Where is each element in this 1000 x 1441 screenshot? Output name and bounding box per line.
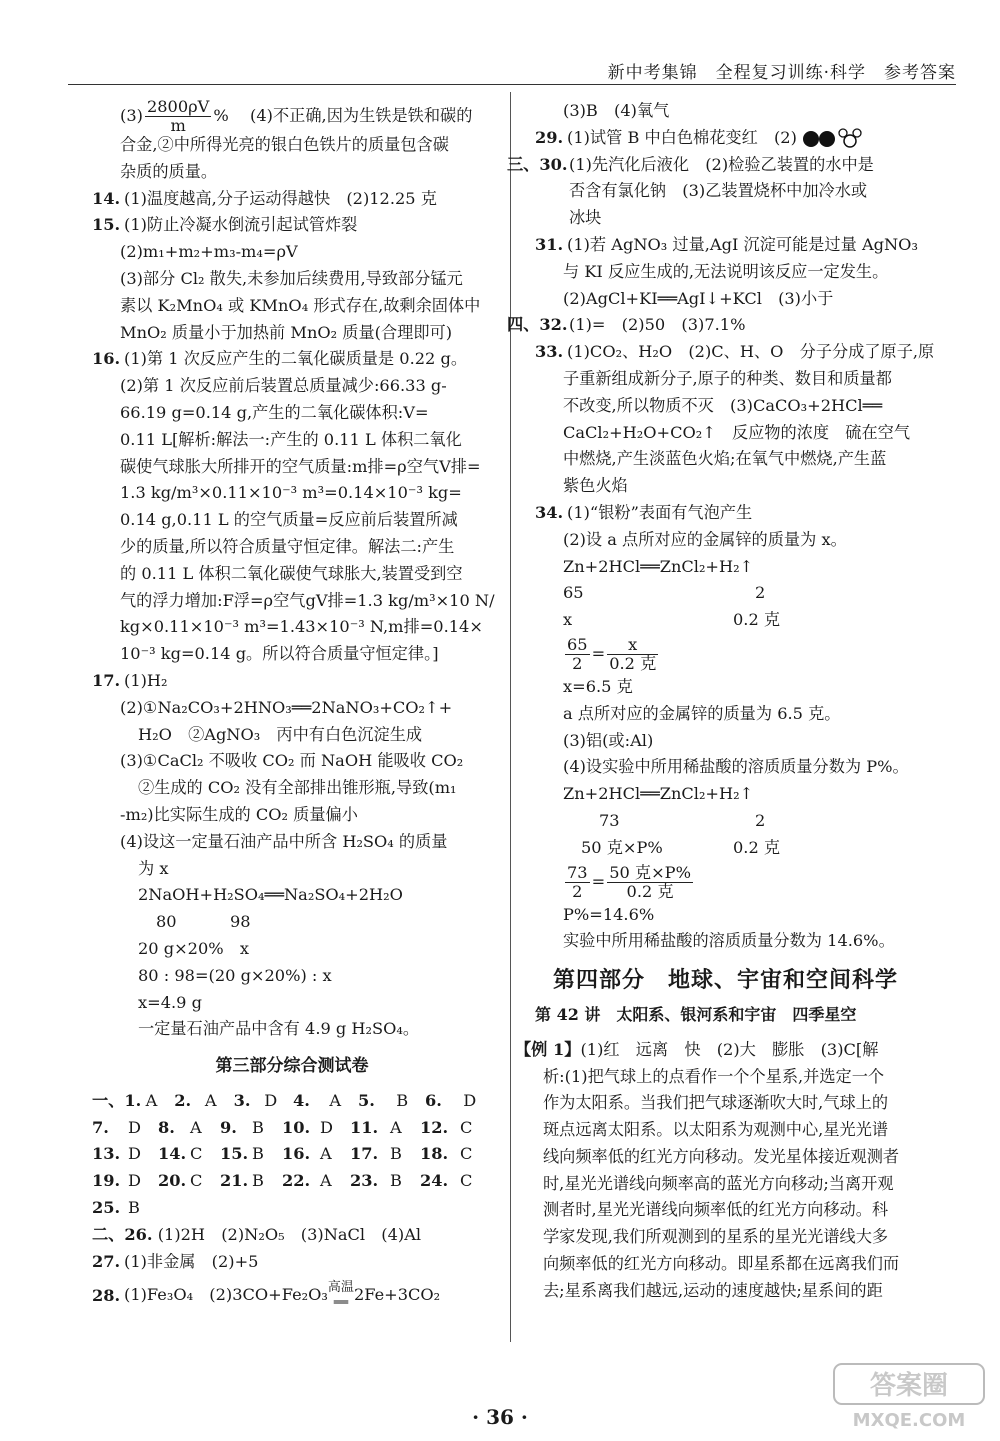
svg-text:答案圈: 答案圈 <box>869 1371 949 1401</box>
fraction: $\frac{2800\rho V}{m}$ <box>146 97 210 135</box>
mc-question-number <box>220 1195 252 1222</box>
answer-line: 子重新组成新分子,原子的种类、数目和质量都 <box>563 368 892 388</box>
mc-answer: B <box>390 1144 402 1164</box>
part-title: 第四部分 地球、宇宙和空间科学 <box>553 967 899 994</box>
answer-line: (2)设 a 点所对应的金属锌的质量为 x。 <box>563 529 847 549</box>
answer-line: kg×0.11×10⁻³ m³=1.43×10⁻³ N,m排=0.14× <box>120 617 483 637</box>
mc-answer <box>460 1195 490 1222</box>
answer-line: CaCl₂+H₂O+CO₂↑ 反应物的浓度 硫在空气 <box>563 422 911 442</box>
mc-question-number: 15. <box>220 1144 249 1164</box>
example-1: 【例 1】(1)红 远离 快 (2)大 膨胀 (3)C[解 <box>515 1039 879 1059</box>
left-column <box>92 97 495 1310</box>
question-26: 二、26. (1)2H (2)N₂O₅ (3)NaCl (4)Al <box>92 1224 422 1244</box>
answer-line: 气的浮力增加:F浮=ρ空气gV排=1.3 kg/m³×10 N/ <box>120 590 495 610</box>
mc-question-number: 一、1. <box>92 1090 142 1110</box>
answer-line: ②生成的 CO₂ 没有全部排出锥形瓶,导致(m₁ <box>138 778 457 798</box>
question-31: 31. (1)若 AgNO₃ 过量,AgI 沉淀可能是过量 AgNO₃ <box>535 234 918 254</box>
answer-line: MnO₂ 质量小于加热前 MnO₂ 质量(合理即可) <box>120 322 453 342</box>
mc-answer: A <box>190 1117 202 1137</box>
mc-answer: A <box>320 1144 332 1164</box>
answer-line: 80 : 98=(20 g×20%) : x <box>138 965 332 985</box>
answer-line: (2)AgCl+KI══AgI↓+KCl (3)小于 <box>563 288 834 308</box>
mc-answer: A <box>204 1090 217 1110</box>
mc-question-number: 12. <box>420 1117 449 1137</box>
answer-line: 紫色火焰 <box>563 476 628 496</box>
answer-line: (3)①CaCl₂ 不吸收 CO₂ 而 NaOH 能吸收 CO₂ <box>120 751 464 771</box>
explanation-line: 线向频率低的红光方向移动。发光星体接近观测者 <box>543 1146 900 1166</box>
fraction: $\frac{x}{\text{0.2 克}}$ <box>609 634 657 673</box>
proportion-line: $\frac{73}{2}$ = $\frac{\text{50 克×P\%}}{\text{0.2 克}}$ <box>567 862 691 901</box>
mc-question-number: 2. <box>174 1090 192 1110</box>
equation-line: 2NaOH+H₂SO₄══Na₂SO₄+2H₂O <box>138 885 403 905</box>
question-32: 四、32.(1)= (2)50 (3)7.1% <box>507 315 746 335</box>
question-28: 28. (1)Fe₃O₄ (2)3CO+Fe₂O₃ 高温 ══ 2Fe+3CO₂ <box>92 1280 441 1310</box>
mc-answer: C <box>460 1171 473 1191</box>
answer-line: 与 KI 反应生成的,无法说明该反应一定发生。 <box>563 261 889 281</box>
question-30: 三、30.(1)先汽化后液化 (2)检验乙装置的水中是 <box>507 154 874 174</box>
answer-line: 素以 K₂MnO₄ 或 KMnO₄ 形式存在,故剩余固体中 <box>120 295 481 315</box>
mc-answer: D <box>463 1090 477 1110</box>
explanation-line: 斑点远离太阳系。以太阳系为观测中心,星光光谱 <box>543 1120 889 1140</box>
mc-answer <box>190 1195 220 1222</box>
answer-line: (3)铝(或:Al) <box>563 730 654 750</box>
mc-answer: A <box>390 1117 402 1137</box>
equation-ratio-line: 73 2 <box>599 810 766 830</box>
equation-ratio-line: x 0.2 克 <box>563 610 781 630</box>
mc-answer <box>320 1195 350 1222</box>
mc-question-number: 7. <box>92 1117 109 1137</box>
mc-answer: B <box>396 1090 409 1110</box>
question-29: 29. (1)试管 B 中白色棉花变红 (2) <box>535 125 963 152</box>
lesson-title: 第 42 讲 太阳系、银河系和宇宙 四季星空 <box>535 1004 857 1024</box>
molecule-diagram-icon <box>802 127 882 149</box>
question-17: 17. (1)H₂ <box>92 670 168 690</box>
equation-ratio-line: 65 2 <box>563 583 766 603</box>
mc-question-number: 11. <box>350 1117 379 1137</box>
explanation-line: 析:(1)把气球上的点看作一个个星系,并选定一个 <box>543 1066 885 1086</box>
question-14: 14. (1)温度越高,分子运动得越快 (2)12.25 克 <box>92 188 437 208</box>
mc-question-number <box>282 1195 320 1222</box>
mc-question-number: 22. <box>282 1171 311 1191</box>
mc-answer: C <box>460 1117 473 1137</box>
answer-line: 否含有氯化钠 (3)乙装置烧杯中加冷水或 <box>569 181 868 201</box>
mc-question-number: 9. <box>220 1117 237 1137</box>
answer-line: (2)第 1 次反应前后装置总质量减少:66.33 g- <box>120 376 447 396</box>
answer-line: (2)m₁+m₂+m₃-m₄=ρV <box>120 242 298 262</box>
mc-answer: D <box>264 1090 278 1110</box>
mc-answer <box>252 1195 282 1222</box>
mc-answer: D <box>320 1117 333 1137</box>
column-divider <box>510 92 511 1342</box>
explanation-line: 测者时,星光光谱线向频率低的红光方向移动。科 <box>543 1200 889 1220</box>
explanation-line: 向频率低的红光方向移动。即星系都在远离我们而 <box>543 1254 900 1274</box>
mc-answer: D <box>128 1171 141 1191</box>
answer-line: a 点所对应的金属锌的质量为 6.5 克。 <box>563 703 841 723</box>
equation-line: Zn+2HCl══ZnCl₂+H₂↑ <box>563 784 754 804</box>
question-34: 34. (1)“银粉”表面有气泡产生 <box>535 502 753 522</box>
mc-question-number: 13. <box>92 1144 121 1164</box>
mc-question-number: 21. <box>220 1171 249 1191</box>
fraction: $\frac{65}{2}$ <box>567 634 588 673</box>
mc-row <box>92 1168 492 1195</box>
answer-line: 中燃烧,产生淡蓝色火焰;在氧气中燃烧,产生蓝 <box>563 449 887 469</box>
mc-question-number: 10. <box>282 1117 311 1137</box>
proportion-line: $\frac{65}{2}$ = $\frac{x}{\text{0.2 克}}$ <box>567 634 657 673</box>
right-column <box>507 98 963 1305</box>
mc-question-number: 23. <box>350 1171 379 1191</box>
answer-line: 的 0.11 L 体积二氧化碳使气球胀大,装置受到空 <box>120 563 463 583</box>
mc-answer: C <box>460 1144 473 1164</box>
mc-question-number: 18. <box>420 1144 449 1164</box>
answer-line: -m₂)比实际生成的 CO₂ 质量偏小 <box>120 804 358 824</box>
mc-question-number <box>158 1195 190 1222</box>
answer-line: P%=14.6% <box>563 904 655 924</box>
mc-question-number: 16. <box>282 1144 311 1164</box>
mc-row <box>92 1195 492 1222</box>
mc-question-number: 20. <box>158 1171 187 1191</box>
equation-ratio-line: 50 克×P% 0.2 克 <box>581 837 781 857</box>
answer-line: H₂O ②AgNO₃ 丙中有白色沉淀生成 <box>138 724 423 744</box>
answer-line: (3) $\frac{2800\rho V}{m}$ % (4)不正确,因为生铁是铁和碳的 <box>120 97 473 135</box>
explanation-line: 去;星系离我们越远,运动的速度越快;星系间的距 <box>543 1280 883 1300</box>
answer-line: 0.11 L[解析:解法一:产生的 0.11 L 体积二氧化 <box>120 429 462 449</box>
mc-row <box>92 1141 492 1168</box>
explanation-line: 作为太阳系。当我们把气球逐渐吹大时,气球上的 <box>543 1093 889 1113</box>
mc-answer: B <box>252 1117 264 1137</box>
question-33: 33. (1)CO₂、H₂O (2)C、H、O 分子分成了原子,原 <box>535 342 935 362</box>
answer-line: (3)B (4)氧气 <box>563 101 670 120</box>
mc-answer: C <box>190 1144 203 1164</box>
answer-line: 为 x <box>138 858 169 878</box>
section-title: 第三部分综合测试卷 <box>215 1056 369 1077</box>
mc-answer: D <box>128 1144 141 1164</box>
mc-question-number: 5. <box>358 1090 375 1110</box>
fraction: $\frac{\text{50 克×P\%}}{\text{0.2 克}}$ <box>609 862 691 901</box>
answer-line: 实验中所用稀盐酸的溶质质量分数为 14.6%。 <box>563 931 895 951</box>
mc-answer: C <box>190 1171 203 1191</box>
question-16: 16. (1)第 1 次反应产生的二氧化碳质量是 0.22 g。 <box>92 349 468 369</box>
answer-line: 20 g×20% x <box>138 938 249 958</box>
explanation-line: 时,星光光谱线向频率高的蓝光方向移动;当离开观 <box>543 1173 894 1193</box>
page-header: 新中考集锦 全程复习训练·科学 参考答案 <box>68 58 956 85</box>
mc-answer: B <box>128 1198 140 1218</box>
mc-answer: D <box>128 1117 141 1137</box>
mc-answer: B <box>252 1144 264 1164</box>
answer-line: 不改变,所以物质不灭 (3)CaCO₃+2HCl══ <box>563 395 883 415</box>
mc-row <box>92 1115 492 1142</box>
answer-line: 杂质的质量。 <box>120 161 218 181</box>
answer-line: 碳使气球胀大所排开的空气质量:m排=ρ空气V排= <box>120 456 481 476</box>
answer-line: (4)设这一定量石油产品中所含 H₂SO₄ 的质量 <box>120 831 448 851</box>
mc-answer: A <box>320 1171 332 1191</box>
mc-question-number <box>350 1195 390 1222</box>
answer-line: 66.19 g=0.14 g,产生的二氧化碳体积:V= <box>120 402 429 422</box>
mc-question-number: 6. <box>425 1090 442 1110</box>
mc-answer <box>390 1195 420 1222</box>
mc-question-number: 4. <box>292 1090 310 1110</box>
site-watermark-logo <box>830 1360 990 1432</box>
equation-ratio-line: 80 98 <box>156 912 251 932</box>
answer-line: (3)部分 Cl₂ 散失,未参加后续费用,导致部分锰元 <box>120 268 463 288</box>
explanation-line: 学家发现,我们所观测到的星系的星光光谱线大多 <box>543 1227 889 1247</box>
page-number: · 36 · <box>472 1405 528 1429</box>
multiple-choice-answers <box>92 1088 492 1222</box>
answer-line: (4)设实验中所用稀盐酸的溶质质量分数为 P%。 <box>563 757 909 777</box>
answer-line: 0.14 g,0.11 L 的空气质量=反应前后装置所减 <box>120 510 458 530</box>
answer-line: 少的质量,所以符合质量守恒定律。解法二:产生 <box>120 536 455 556</box>
answer-line: 10⁻³ kg=0.14 g。所以符合质量守恒定律。] <box>120 644 439 664</box>
answer-line: 冰块 <box>569 208 602 228</box>
mc-question-number: 8. <box>158 1117 175 1137</box>
answer-line: 1.3 kg/m³×0.11×10⁻³ m³=0.14×10⁻³ kg= <box>120 483 462 503</box>
answer-line: x=4.9 g <box>138 992 202 1012</box>
mc-question-number: 24. <box>420 1171 449 1191</box>
fraction: $\frac{73}{2}$ <box>567 862 588 901</box>
answer-line: 合金,②中所得光亮的银白色铁片的质量包含碳 <box>120 135 449 154</box>
question-15: 15. (1)防止冷凝水倒流引起试管炸裂 <box>92 215 358 235</box>
mc-question-number: 14. <box>158 1144 187 1164</box>
mc-question-number <box>420 1195 460 1222</box>
reaction-condition: 高温 ══ <box>327 1280 354 1310</box>
equation-line: Zn+2HCl══ZnCl₂+H₂↑ <box>563 556 754 576</box>
watermark-graphic <box>830 1360 990 1432</box>
mc-answer: A <box>145 1090 158 1110</box>
mc-answer: B <box>252 1171 264 1191</box>
mc-question-number: 25. <box>92 1198 121 1218</box>
mc-question-number: 19. <box>92 1171 121 1191</box>
svg-text:MXQE.COM: MXQE.COM <box>852 1410 966 1431</box>
mc-answer: A <box>329 1090 342 1110</box>
mc-row <box>92 1088 492 1115</box>
answer-line: (2)①Na₂CO₃+2HNO₃══2NaNO₃+CO₂↑+ <box>120 697 453 717</box>
answer-line: x=6.5 克 <box>563 676 633 696</box>
question-27: 27. (1)非金属 (2)+5 <box>92 1251 259 1271</box>
mc-answer: B <box>390 1171 402 1191</box>
mc-question-number: 17. <box>350 1144 379 1164</box>
mc-question-number: 3. <box>233 1090 251 1110</box>
answer-line: 一定量石油产品中含有 4.9 g H₂SO₄。 <box>138 1019 420 1039</box>
